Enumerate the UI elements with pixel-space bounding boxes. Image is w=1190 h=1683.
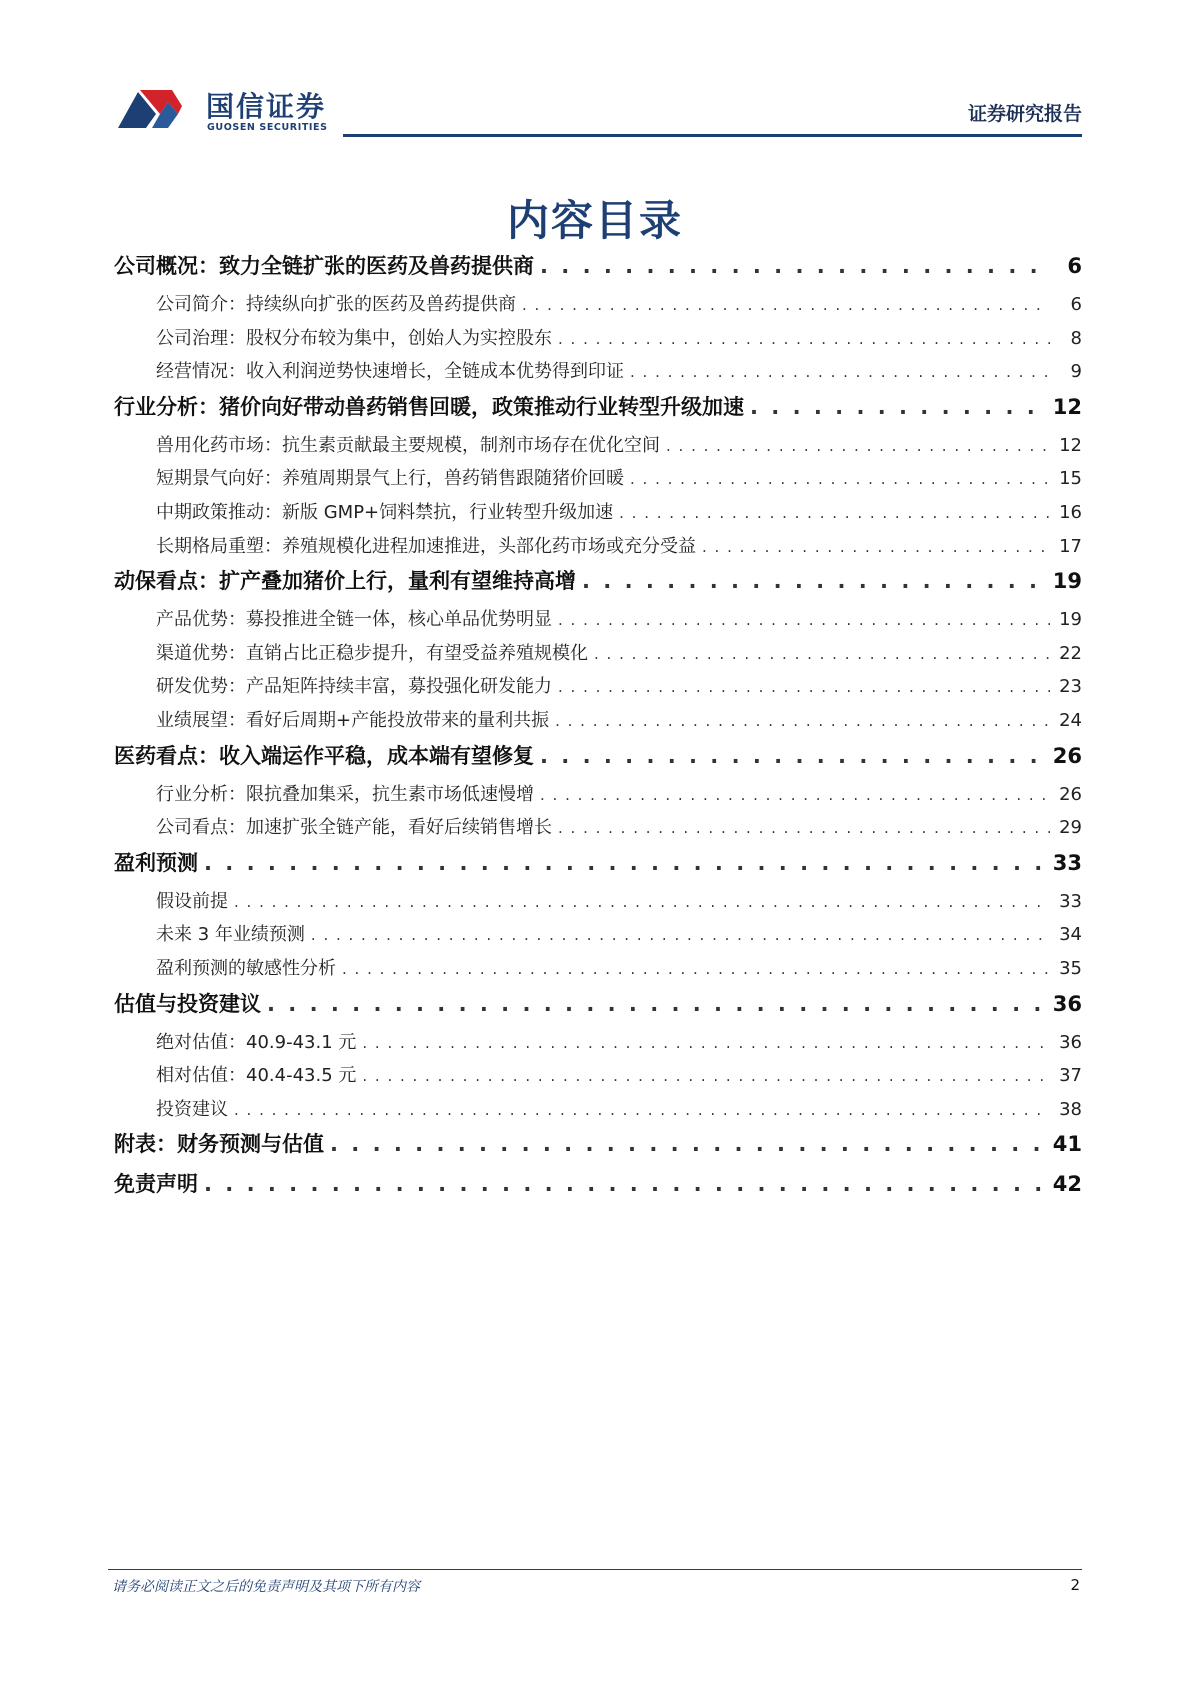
toc-dot-leader: [558, 611, 1050, 629]
toc-entry-page: 29: [1059, 817, 1082, 839]
toc-subsection-entry[interactable]: [114, 498, 1082, 532]
toc-dot-leader: [558, 678, 1050, 696]
toc-entry-page: 35: [1059, 957, 1082, 979]
toc-dot-leader: [522, 296, 1050, 314]
toc-section-entry[interactable]: [114, 1128, 1082, 1168]
toc-entry-page: 6: [1070, 294, 1082, 315]
toc-entry-label: 短期景气向好：养殖周期景气上行，兽药销售跟随猪价回暖: [156, 468, 624, 490]
toc-entry-page: 38: [1059, 1098, 1082, 1120]
toc-entry-page: 33: [1052, 850, 1082, 875]
toc-entry-label: 长期格局重塑：养殖规模化进程加速推进，头部化药市场或充分受益: [156, 535, 696, 557]
page-title: 内容目录: [506, 196, 683, 245]
toc-section-entry[interactable]: [114, 988, 1082, 1028]
toc-subsection-entry[interactable]: [114, 672, 1082, 706]
toc-subsection-entry[interactable]: [114, 605, 1082, 639]
toc-entry-page: 22: [1059, 642, 1082, 664]
toc-section-entry[interactable]: [114, 565, 1082, 605]
toc-subsection-entry[interactable]: [114, 431, 1082, 465]
footer-disclaimer-note: 请务必阅读正文之后的免责声明及其项下所有内容: [112, 1579, 420, 1595]
toc-entry-label: 相对估值：40.4-43.5 元: [156, 1065, 357, 1087]
toc-entry-page: 15: [1059, 468, 1082, 490]
toc-entry-page: 12: [1052, 394, 1082, 419]
toc-section-entry[interactable]: [114, 391, 1082, 431]
toc-subsection-entry[interactable]: [114, 706, 1082, 740]
toc-dot-leader: [267, 992, 1047, 1016]
header-divider: [343, 134, 1082, 137]
toc-dot-leader: [555, 712, 1050, 730]
toc-entry-page: 41: [1052, 1132, 1082, 1157]
toc-dot-leader: [582, 569, 1047, 593]
toc-entry-page: 42: [1052, 1172, 1082, 1197]
report-type-label: 证券研究报告: [967, 103, 1082, 125]
toc-entry-label: 盈利预测的敏感性分析: [156, 957, 336, 979]
page-header: [0, 0, 1190, 140]
toc-subsection-entry[interactable]: [114, 1095, 1082, 1129]
toc-entry-page: 19: [1052, 569, 1082, 594]
toc-subsection-entry[interactable]: [114, 464, 1082, 498]
toc-entry-label: 未来 3 年业绩预测: [156, 924, 305, 946]
toc-entry-label: 投资建议: [156, 1098, 228, 1120]
toc-entry-page: 17: [1059, 535, 1082, 557]
toc-entry-label: 渠道优势：直销占比正稳步提升，有望受益养殖规模化: [156, 642, 588, 664]
toc-entry-label: 公司看点：加速扩张全链产能，看好后续销售增长: [156, 817, 552, 839]
page-number: 2: [1070, 1576, 1080, 1594]
toc-section-entry[interactable]: [114, 847, 1082, 887]
toc-dot-leader: [204, 851, 1047, 875]
toc-entry-page: 12: [1059, 434, 1082, 456]
toc-section-entry[interactable]: [114, 740, 1082, 780]
toc-dot-leader: [558, 819, 1050, 837]
toc-subsection-entry[interactable]: [114, 1061, 1082, 1095]
toc-entry-label: 公司简介：持续纵向扩张的医药及兽药提供商: [156, 294, 516, 315]
toc-dot-leader: [540, 254, 1050, 278]
toc-entry-page: 19: [1059, 609, 1082, 631]
toc-entry-label: 盈利预测: [114, 850, 198, 875]
toc-entry-label: 估值与投资建议: [114, 991, 261, 1016]
footer-divider: [108, 1569, 1082, 1570]
toc-entry-label: 行业分析：限抗叠加集采，抗生素市场低速慢增: [156, 783, 534, 805]
toc-entry-page: 26: [1059, 783, 1082, 805]
toc-entry-page: 37: [1059, 1065, 1082, 1087]
toc-entry-label: 研发优势：产品矩阵持续丰富，募投强化研发能力: [156, 676, 552, 698]
logo-chinese-name: 国信证券: [206, 90, 327, 123]
toc-dot-leader: [619, 504, 1050, 522]
toc-dot-leader: [540, 744, 1047, 768]
toc-subsection-entry[interactable]: [114, 780, 1082, 814]
toc-dot-leader: [234, 893, 1050, 911]
toc-entry-label: 中期政策推动：新版 GMP+饲料禁抗，行业转型升级加速: [156, 501, 614, 523]
toc-entry-page: 8: [1070, 327, 1082, 349]
toc-dot-leader: [362, 1034, 1050, 1052]
toc-entry-label: 假设前提: [156, 890, 228, 912]
toc-dot-leader: [558, 330, 1050, 348]
toc-subsection-entry[interactable]: [114, 324, 1082, 358]
toc-subsection-entry[interactable]: [114, 887, 1082, 921]
toc-subsection-entry[interactable]: [114, 813, 1082, 847]
toc-entry-label: 绝对估值：40.9-43.1 元: [156, 1031, 357, 1053]
toc-entry-label: 免责声明: [114, 1172, 198, 1197]
toc-subsection-entry[interactable]: [114, 1028, 1082, 1062]
toc-dot-leader: [362, 1067, 1050, 1085]
toc-dot-leader: [666, 437, 1050, 455]
toc-entry-page: 24: [1059, 709, 1082, 731]
toc-entry-label: 附表：财务预测与估值: [114, 1132, 324, 1157]
toc-entry-label: 兽用化药市场：抗生素贡献最主要规模，制剂市场存在优化空间: [156, 434, 660, 456]
toc-entry-label: 行业分析：猪价向好带动兽药销售回暖，政策推动行业转型升级加速: [114, 394, 744, 419]
toc-dot-leader: [630, 363, 1050, 381]
toc-entry-page: 26: [1052, 743, 1082, 768]
toc-dot-leader: [204, 1172, 1047, 1196]
toc-dot-leader: [702, 538, 1050, 556]
logo-english-name: GUOSEN SECURITIES: [207, 122, 328, 133]
toc-section-entry[interactable]: [114, 250, 1082, 290]
toc-entry-page: 36: [1052, 991, 1082, 1016]
toc-subsection-entry[interactable]: [114, 290, 1082, 324]
toc-dot-leader: [630, 470, 1050, 488]
toc-dot-leader: [540, 786, 1050, 804]
toc-entry-label: 业绩展望：看好后周期+产能投放带来的量利共振: [156, 709, 550, 731]
toc-dot-leader: [342, 960, 1050, 978]
toc-entry-label: 医药看点：收入端运作平稳，成本端有望修复: [114, 743, 534, 768]
toc-dot-leader: [750, 395, 1047, 419]
toc-subsection-entry[interactable]: [114, 639, 1082, 673]
toc-entry-label: 动保看点：扩产叠加猪价上行，量利有望维持高增: [114, 569, 576, 594]
toc-entry-label: 公司治理：股权分布较为集中，创始人为实控股东: [156, 327, 552, 349]
toc-dot-leader: [594, 645, 1050, 663]
toc-entry-page: 33: [1059, 890, 1082, 912]
toc-entry-label: 公司概况：致力全链扩张的医药及兽药提供商: [114, 254, 534, 278]
toc-entry-label: 经营情况：收入利润逆势快速增长，全链成本优势得到印证: [156, 361, 624, 383]
toc-entry-page: 23: [1059, 676, 1082, 698]
toc-subsection-entry[interactable]: [114, 357, 1082, 391]
toc-entry-page: 16: [1059, 501, 1082, 523]
toc-dot-leader: [330, 1132, 1047, 1156]
guosen-logo-icon: [116, 84, 198, 130]
toc-dot-leader: [234, 1101, 1050, 1119]
toc-subsection-entry[interactable]: [114, 954, 1082, 988]
toc-subsection-entry[interactable]: [114, 532, 1082, 566]
toc-dot-leader: [311, 926, 1050, 944]
toc-section-entry[interactable]: [114, 1168, 1082, 1208]
toc-entry-page: 34: [1059, 924, 1082, 946]
toc-entry-page: 36: [1059, 1031, 1082, 1053]
toc-subsection-entry[interactable]: [114, 920, 1082, 954]
toc-entry-page: 9: [1070, 361, 1082, 383]
toc-entry-label: 产品优势：募投推进全链一体，核心单品优势明显: [156, 609, 552, 631]
toc-entry-page: 6: [1067, 254, 1082, 278]
table-of-contents: [114, 250, 1082, 1208]
